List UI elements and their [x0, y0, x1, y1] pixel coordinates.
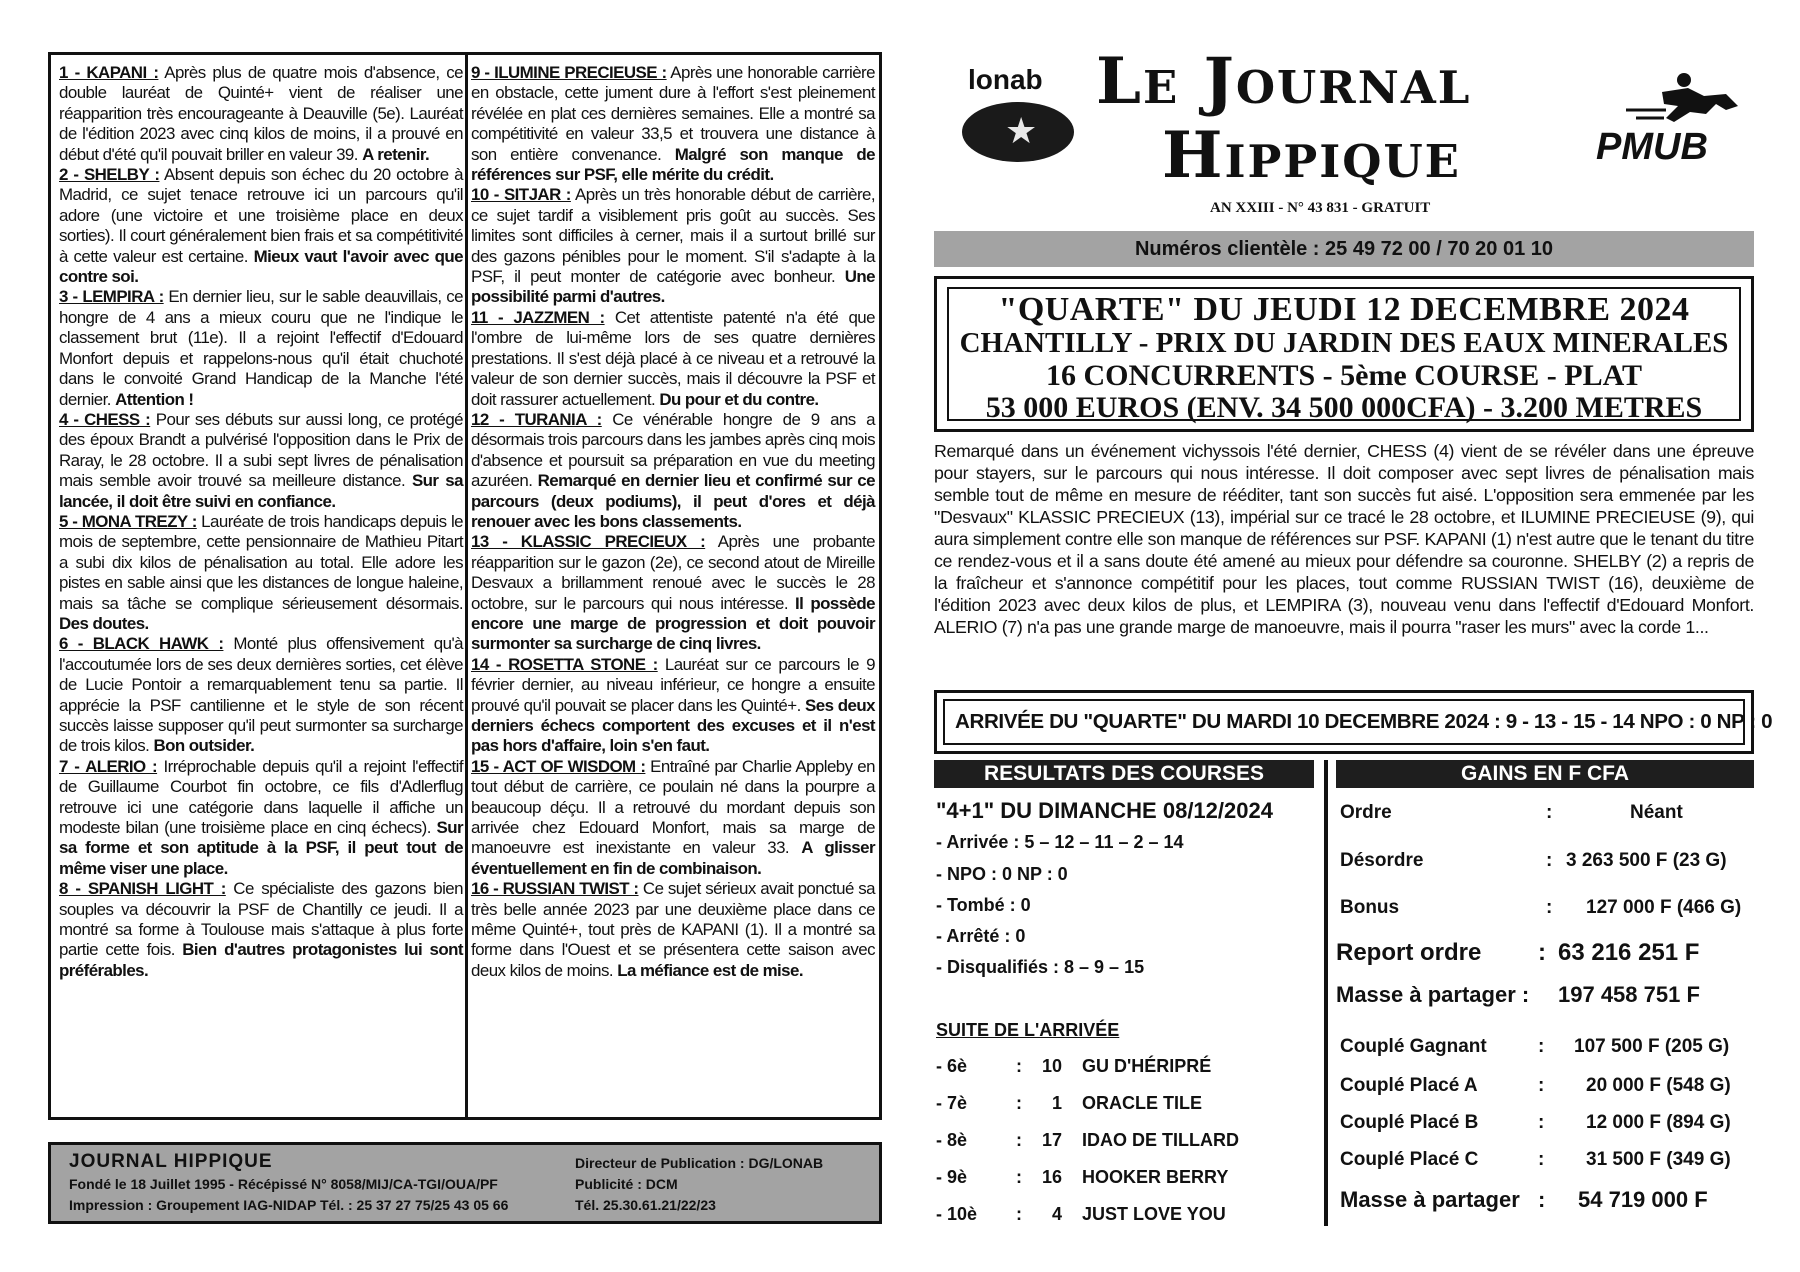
jockey-horse-icon: [1566, 70, 1746, 134]
gains-colon: :: [1538, 1112, 1545, 1133]
horse-entry-verdict: Bon outsider.: [153, 736, 255, 756]
horse-entry-text: En dernier lieu, sur le sable deauvillais, ce hongre de 4 ans a mieux couru que ne l'indique le classement brut (11e). Il a rejoint l'effectif d'Edouard Monfort depuis et rappelons-nous qu'il était chuchoté dans le convoité Grand Handicap de la Manche l'été dernier.: [59, 287, 463, 409]
horse-entry-verdict: Du pour et du contre.: [659, 389, 819, 409]
suite-number: 1: [1051, 1093, 1062, 1113]
gains-colon: :: [1538, 1075, 1545, 1096]
horse-entry-text: Cet attentiste patenté n'a été que l'ombre de lui-même lors de ses quatre dernières prestations. Il s'est déjà placé à ce niveau et a retrouvé la valeur de son dernier succès, mais il découvre la PSF et doit rassurer actuellement.: [471, 307, 875, 409]
gains-label: Ordre: [1340, 802, 1392, 823]
gains-value: 63 216 251 F: [1558, 939, 1700, 966]
suite-horse-name: ORACLE TILE: [1082, 1093, 1202, 1113]
gains-value: 127 000 F (466 G): [1586, 897, 1742, 918]
footer-phone: Tél. 25.30.61.21/22/23: [575, 1197, 716, 1213]
race-purse: 53 000 EUROS (ENV. 34 500 000CFA) - 3.200 METRES: [985, 391, 1703, 424]
footer-director: Directeur de Publication : DG/LONAB: [575, 1155, 824, 1171]
gains-row: [1340, 1149, 1754, 1173]
gains-value: 3 263 500 F (23 G): [1566, 850, 1727, 871]
suite-position: - 9è: [936, 1167, 968, 1187]
horse-entry-verdict: Une possibilité parmi d'autres.: [471, 267, 875, 307]
horse-entry: [471, 655, 875, 757]
suite-colon: :: [1016, 1204, 1022, 1224]
horse-entry: [59, 512, 463, 634]
gains-value: 20 000 F (548 G): [1586, 1075, 1731, 1096]
results-header: RESULTATS DES COURSES: [934, 760, 1314, 788]
gains-label: Couplé Placé C: [1340, 1149, 1479, 1170]
gains-colon: :: [1546, 802, 1553, 823]
results-npo: - NPO : 0 NP : 0: [936, 864, 1068, 884]
race-venue: CHANTILLY - PRIX DU JARDIN DES EAUX MINERALES: [959, 327, 1729, 359]
horse-entry-head: 15 - ACT OF WISDOM :: [471, 756, 646, 776]
gains-colon: :: [1538, 939, 1546, 966]
horse-entry-text: Irréprochable depuis qu'il a rejoint l'effectif de Guillaume Courbot fin octobre, ce fils d'Adlerflug retrouve ici une catégorie dans laquelle il affiche un modeste bilan (une troisième place en cinq échecs).: [59, 756, 463, 838]
horse-entry-head: 6 - BLACK HAWK :: [59, 634, 224, 654]
horse-entry: [471, 757, 875, 879]
horse-entry: [59, 287, 463, 409]
horse-entry-verdict: Mieux vaut l'avoir avec que contre soi.: [59, 246, 463, 287]
horse-entry-verdict: Bien d'autres protagonistes lui sont préférables.: [59, 940, 463, 980]
suite-position: - 7è: [936, 1093, 968, 1113]
race-commentary: Remarqué dans un événement vichyssois l'été dernier, CHESS (4) vient de se révéler dans une épreuve pour stayers, sur le parcours qui nous intéresse. Il doit composer avec sept livres de pénalisation mais semble tout de même en mesure de rééditer, tant son succès fut aisé. L'opposition sera emmenée par les "Desvaux" KLASSIC PRECIEUX (13), impérial sur ce tracé le 28 octobre, et ILUMINE PRECIEUSE (9), qui aura simplement contre elle son manque de références sur PSF. KAPANI (1) n'est autre que le tenant du titre ce rendez-vous et il a sans doute été amené au mieux pour défendre sa couronne. SHELBY (2) a repris de la fraîcheur et s'annonce compétitif pour les places, tout comme RUSSIAN TWIST (16), deuxième de l'édition 2023 avec deux kilos de plus, et LEMPIRA (3), nouveau venu dans l'effectif d'Edouard Monfort. ALERIO (7) n'a pas une grande marge de manoeuvre, mais il pourra "raser les murs" avec la corde 1...: [934, 441, 1754, 637]
gains-value: 31 500 F (349 G): [1586, 1149, 1731, 1170]
masthead-title-line1: Le Journal: [1096, 44, 1472, 119]
horse-entry-head: 12 - TURANIA :: [471, 409, 602, 429]
gains-value: 54 719 000 F: [1578, 1187, 1708, 1212]
customer-numbers-bar: Numéros clientèle : 25 49 72 00 / 70 20 01 10: [934, 231, 1754, 267]
race-title: "QUARTE" DU JEUDI 12 DECEMBRE 2024: [998, 291, 1690, 328]
horse-entry: [59, 634, 463, 756]
horse-entry-text: Après plus de quatre mois d'absence, ce double lauréat de Quinté+ vient de réaliser une réapparition très encourageante à Deauville (5e). Lauréat de l'édition 2023 avec cinq kilos de moins, il a prouvé en début d'été qu'il pouvait briller en valeur 39.: [59, 63, 463, 164]
suite-colon: :: [1016, 1093, 1022, 1113]
footer-advertising: Publicité : DCM: [575, 1176, 678, 1192]
horse-entry-head: 10 - SITJAR :: [471, 185, 571, 205]
horse-entry: [471, 532, 875, 654]
gains-label: Désordre: [1340, 850, 1424, 871]
suite-position: - 10è: [936, 1204, 978, 1224]
suite-number: 17: [1041, 1130, 1062, 1150]
publication-footer: [48, 1142, 882, 1224]
horse-entry-text: Après une honorable carrière en obstacle, cette jument dure à l'effort s'est pleinement révélée en plat ces dernières semaines. Elle a montré sa compétitivité en valeur 33,5 et trouvera une distance à son entière convenance.: [471, 63, 875, 164]
horse-entry-head: 16 - RUSSIAN TWIST :: [471, 879, 639, 899]
arrival-box: [934, 690, 1773, 754]
horse-entry-verdict: Malgré son manque de références sur PSF, elle mérite du crédit.: [471, 144, 875, 185]
race-title-box: [934, 276, 1754, 432]
pmub-logo-text: PMUB: [1596, 126, 1708, 168]
race-title-inner: [947, 287, 1741, 424]
gains-value: 107 500 F (205 G): [1574, 1036, 1730, 1057]
horse-entry-verdict: Des doutes.: [59, 613, 149, 633]
suite-horse-name: GU D'HÉRIPRÉ: [1082, 1056, 1212, 1076]
suite-position: - 6è: [936, 1056, 968, 1076]
horse-entry-head: 9 - ILUMINE PRECIEUSE :: [471, 63, 667, 82]
gains-colon: :: [1538, 1036, 1545, 1057]
arrival-result: ARRIVÉE DU "QUARTE" DU MARDI 10 DECEMBRE 2024 : 9 - 13 - 15 - 14 NPO : 0 NP : 0: [943, 699, 1745, 745]
horse-entry: [471, 410, 875, 532]
horse-entry-text: Pour ses débuts sur aussi long, ce protégé des époux Brandt a pulvérisé l'opposition dans le Prix de Raray, le 28 octobre. Il a subi sept livres de pénalisation mais semble avoir trouvé sa meilleure distance.: [59, 409, 464, 491]
suite-colon: :: [1016, 1056, 1022, 1076]
results-divider: [1324, 760, 1328, 1226]
column-divider: [465, 55, 468, 1117]
gains-row: [1340, 1187, 1754, 1217]
horse-entry-head: 5 - MONA TREZY :: [59, 511, 197, 531]
gains-label: Couplé Placé A: [1340, 1075, 1478, 1096]
lonab-logo-text: lonab: [968, 64, 1043, 95]
horse-entry-head: 11 - JAZZMEN :: [471, 307, 605, 327]
suite-number: 4: [1051, 1204, 1062, 1224]
previews-column-1: [59, 63, 463, 1109]
horse-entry-text: Monté plus offensivement qu'à l'accoutumée lors de ses deux dernières sorties, cet élève de Lucie Pontoir a remarquablement tenu sa partie. Il apprécie la PSF cantilienne et le style de son récent succès laisse supposer qu'il peut surmonter sa surcharge de trois kilos.: [59, 634, 463, 756]
horse-entry-verdict: Sur sa forme et son aptitude à la PSF, il peut tout de même viser une place.: [59, 818, 463, 878]
suite-position: - 8è: [936, 1130, 968, 1150]
race-details: 16 CONCURRENTS - 5ème COURSE - PLAT: [1045, 359, 1643, 392]
gains-colon: :: [1546, 850, 1553, 871]
gains-label: Report ordre: [1336, 939, 1482, 966]
gains-label: Couplé Gagnant: [1340, 1036, 1487, 1057]
gains-label: Bonus: [1340, 897, 1400, 918]
gains-row: [1340, 1112, 1754, 1136]
previews-column-2: [471, 63, 875, 1109]
suite-number: 16: [1041, 1167, 1062, 1187]
horse-entry-head: 4 - CHESS :: [59, 409, 151, 429]
gains-colon: :: [1546, 897, 1553, 918]
suite-row: [936, 1130, 1266, 1154]
gains-label: Couplé Placé B: [1340, 1112, 1479, 1133]
gains-colon: :: [1538, 1187, 1546, 1212]
gains-colon: :: [1538, 1149, 1545, 1170]
gains-row: [1340, 1075, 1754, 1099]
horse-entry-text: Après un très honorable début de carrière, ce sujet tardif a visiblement pris goût au succès. Ses limites sont difficiles à cerner, mais il a surtout brillé sur des gazons pénibles pour le moment. S'il s'adapte à la PSF, il peut monter de catégorie avec bonheur.: [471, 185, 875, 287]
results-arrivee: - Arrivée : 5 – 12 – 11 – 2 – 14: [936, 832, 1184, 852]
footer-printing: Impression : Groupement IAG-NIDAP Tél. : 25 37 27 75/25 43 05 66: [69, 1197, 509, 1213]
horse-entry-text: Entraîné par Charlie Appleby en tout début de carrière, ce poulain né dans la pourpre a beaucoup déçu. Il a retrouvé du mordant depuis son arrivée chez Edouard Monfort, mais sa marge de manoeuvre est inexistante en valeur 33.: [471, 756, 875, 858]
horse-entry-text: Ce vénérable hongre de 9 ans a désormais trois parcours dans les jambes après cinq mois d'absence et poursuit sa préparation en vue du meeting azuréen.: [471, 409, 875, 491]
results-disqualified: - Disqualifiés : 8 – 9 – 15: [936, 957, 1145, 977]
suite-horse-name: JUST LOVE YOU: [1082, 1204, 1226, 1224]
horse-entry-verdict: Ses deux derniers échecs comportent des excuses et il n'est pas hors d'affaire, loin s'en faut.: [471, 695, 875, 756]
horse-entry-verdict: A retenir.: [362, 144, 430, 164]
horse-entry: [59, 410, 463, 512]
horse-entry: [471, 185, 875, 307]
horse-entry: [471, 63, 875, 185]
footer-title: JOURNAL HIPPIQUE: [69, 1151, 273, 1172]
horse-entry-text: Après une probante réapparition sur le gazon (2e), ce second atout de Mireille Desvaux a brillamment renoué avec le succès le 28 octobre, sur le parcours qui nous intéresse.: [471, 532, 875, 613]
pmub-logo: [1566, 70, 1746, 180]
horse-entry-head: 2 - SHELBY :: [59, 165, 160, 185]
horse-entry-verdict: La méfiance est de mise.: [617, 960, 804, 980]
gains-row: [1340, 850, 1754, 874]
gains-row: [1336, 982, 1754, 1012]
gains-row: [1336, 939, 1754, 969]
suite-row: [936, 1167, 1266, 1191]
horse-previews-frame: [48, 52, 882, 1120]
horse-entry-head: 3 - LEMPIRA :: [59, 287, 164, 307]
horse-entry-verdict: Il possède encore une marge de progression et doit pouvoir surmonter sa surcharge de cinq livres.: [471, 593, 876, 654]
gains-label: Masse à partager: [1340, 1187, 1520, 1212]
footer-founded: Fondé le 18 Juillet 1995 - Récépissé N° 8058/MIJ/CA-TGI/OUA/PF: [69, 1176, 498, 1192]
issue-number: AN XXIII - N° 43 831 - GRATUIT: [1210, 200, 1431, 216]
horse-entry-head: 7 - ALERIO :: [59, 756, 158, 776]
horse-entry-verdict: Sur sa lancée, il doit être suivi en confiance.: [59, 471, 463, 511]
suite-number: 10: [1041, 1056, 1062, 1076]
suite-horse-name: IDAO DE TILLARD: [1082, 1130, 1239, 1150]
horse-entry-text: Lauréat sur ce parcours le 9 février dernier, au niveau inférieur, ce hongre a ensuite prouvé qu'il pouvait se placer dans les Quinté+.: [471, 654, 875, 715]
horse-entry-text: Ce sujet sérieux avait ponctué sa très belle année 2023 par une deuxième place dans ce même Quinté+, tout près de KAPANI (1). Il a montré sa forme dans l'Ouest et se présentera cette saison avec deux kilos de moins.: [471, 879, 875, 980]
gains-value: Néant: [1630, 802, 1683, 823]
gains-value: 12 000 F (894 G): [1586, 1112, 1731, 1133]
suite-row: [936, 1093, 1266, 1117]
horse-entry-text: Absent depuis son échec du 20 octobre à Madrid, ce sujet tenace retrouve ici un parcours qu'il adore (une victoire et une troisième place en deux sorties). Il court généralement bien frais et sa compétitivité à cette valeur est certaine.: [59, 165, 463, 266]
gains-row: [1340, 1036, 1754, 1060]
horse-entry-verdict: A glisser éventuellement en fin de combinaison.: [471, 838, 875, 878]
gains-row: [1340, 897, 1754, 921]
horse-entry: [59, 757, 463, 879]
horse-entry: [59, 879, 463, 981]
suite-arrivee-title: SUITE DE L'ARRIVÉE: [936, 1020, 1120, 1040]
horse-entry-text: Ce spécialiste des gazons bien souples va découvrir la PSF de Chantilly ce jeudi. Il a montré sa forme à Toulouse mais s'attaque à plus forte partie cette fois.: [59, 879, 463, 960]
results-arrete: - Arrêté : 0: [936, 926, 1026, 946]
horse-entry: [471, 308, 875, 410]
horse-entry: [59, 165, 463, 287]
horse-entry-head: 13 - KLASSIC PRECIEUX :: [471, 532, 706, 552]
horse-entry-head: 1 - KAPANI :: [59, 63, 159, 82]
horse-entry-head: 14 - ROSETTA STONE :: [471, 654, 658, 674]
results-tombe: - Tombé : 0: [936, 895, 1031, 915]
horse-entry: [471, 879, 875, 981]
horse-entry-head: 8 - SPANISH LIGHT :: [59, 879, 226, 899]
gains-header: GAINS EN F CFA: [1336, 760, 1754, 788]
suite-colon: :: [1016, 1167, 1022, 1187]
horse-entry-verdict: Attention !: [115, 389, 194, 409]
horse-entry-text: Lauréate de trois handicaps depuis le mois de septembre, cette pensionnaire de Mathieu Pitart a subi dix kilos de pénalisation au total. Elle adore les pistes en sable ainsi que les distances de longue haleine, mais sa tâche se complique sérieusement désormais.: [59, 511, 463, 613]
horse-entry-verdict: Remarqué en dernier lieu et confirmé sur ce parcours (deux podiums), il peut d'ores et déjà renouer avec les bons classements.: [471, 471, 875, 531]
suite-row: [936, 1056, 1266, 1080]
gains-label: Masse à partager :: [1336, 982, 1530, 1007]
results-race-title: "4+1" DU DIMANCHE 08/12/2024: [936, 798, 1273, 823]
suite-colon: :: [1016, 1130, 1022, 1150]
horse-entry: [59, 63, 463, 165]
suite-row: [936, 1204, 1266, 1228]
gains-row: [1340, 802, 1754, 826]
star-icon: ★: [1005, 110, 1038, 151]
masthead-title-line2: Hippique: [1162, 118, 1461, 193]
gains-value: 197 458 751 F: [1558, 982, 1700, 1007]
lonab-logo: [960, 62, 1080, 162]
suite-horse-name: HOOKER BERRY: [1082, 1167, 1229, 1187]
